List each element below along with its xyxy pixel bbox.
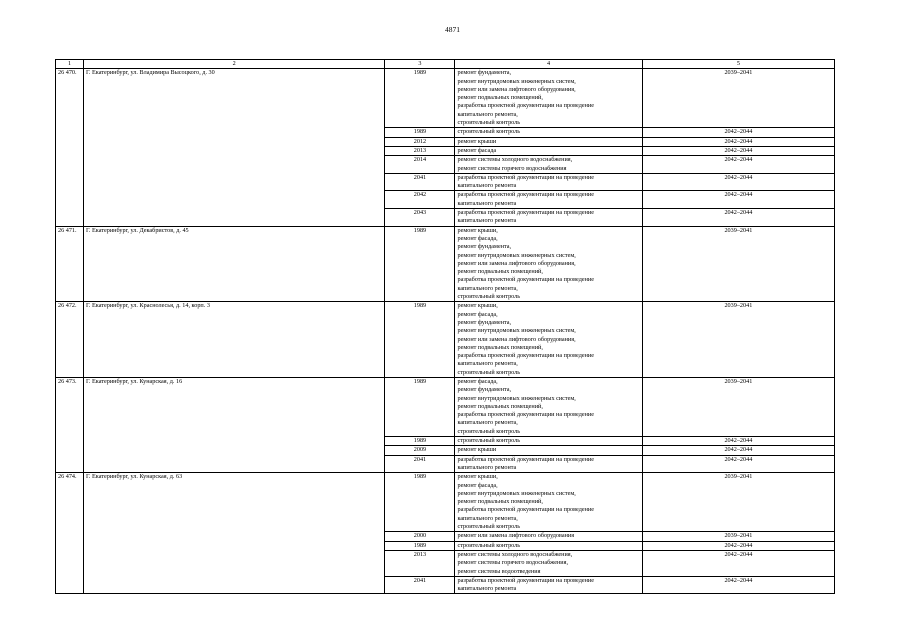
planned-period: 2042–2044: [642, 156, 834, 174]
work-item: капитального ремонта: [457, 182, 517, 190]
work-item: ремонт подвальных помещений,: [457, 402, 543, 410]
header-col-4: 4: [455, 60, 642, 69]
work-item: ремонт системы горячего водоснабжения: [457, 164, 567, 172]
work-types: [455, 226, 642, 302]
work-item: ремонт подвальных помещений,: [457, 94, 543, 102]
work-item: ремонт фасада,: [457, 310, 498, 318]
work-item: капитального ремонта,: [457, 360, 518, 368]
work-types: [455, 550, 642, 576]
building-number: 26 472.: [56, 302, 84, 378]
work-item: ремонт системы водоотведения: [457, 567, 541, 575]
header-col-2: 2: [84, 60, 385, 69]
building-address: Г. Екатеринбург, ул. Владимира Высоцкого, д. 30: [84, 69, 385, 226]
planned-period: 2042–2044: [642, 173, 834, 191]
work-types: [455, 576, 642, 594]
work-item: разработка проектной документации на проведение: [457, 209, 594, 217]
work-item: ремонт крыши,: [457, 473, 498, 481]
header-col-3: 3: [385, 60, 455, 69]
build-year: 2042: [385, 191, 455, 209]
work-item: ремонт подвальных помещений,: [457, 268, 543, 276]
table-row: [56, 302, 835, 378]
build-year: 2012: [385, 137, 455, 146]
planned-period: 2042–2044: [642, 446, 834, 455]
work-item: разработка проектной документации на проведение: [457, 352, 594, 360]
work-item: ремонт крыши,: [457, 302, 498, 310]
work-item: ремонт внутридомовых инженерных систем,: [457, 327, 576, 335]
work-types: [455, 137, 642, 146]
work-item: ремонт подвальных помещений,: [457, 343, 543, 351]
work-item: разработка проектной документации на проведение: [457, 276, 594, 284]
planned-period: 2039–2041: [642, 302, 834, 378]
building-number: 26 474.: [56, 473, 84, 594]
work-types: [455, 209, 642, 227]
planned-period: 2042–2044: [642, 455, 834, 473]
build-year: 2013: [385, 550, 455, 576]
planned-period: 2039–2041: [642, 473, 834, 532]
work-types: [455, 532, 642, 541]
work-types: [455, 541, 642, 550]
planned-period: 2042–2044: [642, 209, 834, 227]
build-year: 2041: [385, 455, 455, 473]
work-item: разработка проектной документации на проведение: [457, 506, 594, 514]
work-item: ремонт системы холодного водоснабжения,: [457, 156, 573, 164]
build-year: 2041: [385, 576, 455, 594]
header-col-1: 1: [56, 60, 84, 69]
building-number: 26 471.: [56, 226, 84, 302]
planned-period: 2042–2044: [642, 437, 834, 446]
build-year: 1989: [385, 473, 455, 532]
table-row: [56, 473, 835, 532]
work-item: ремонт внутридомовых инженерных систем,: [457, 77, 576, 85]
build-year: 2043: [385, 209, 455, 227]
work-types: [455, 455, 642, 473]
planned-period: 2042–2044: [642, 137, 834, 146]
planned-period: 2042–2044: [642, 128, 834, 137]
build-year: 2013: [385, 146, 455, 155]
work-item: разработка проектной документации на проведение: [457, 102, 594, 110]
work-item: ремонт фасада: [457, 146, 497, 154]
work-item: ремонт фундамента,: [457, 69, 512, 77]
build-year: 2041: [385, 173, 455, 191]
planned-period: 2042–2044: [642, 146, 834, 155]
planned-period: 2042–2044: [642, 541, 834, 550]
planned-period: 2039–2041: [642, 226, 834, 302]
work-item: ремонт или замена лифтового оборудования,: [457, 85, 576, 93]
header-col-5: 5: [642, 60, 834, 69]
work-item: ремонт внутридомовых инженерных систем,: [457, 251, 576, 259]
work-item: ремонт системы горячего водоснабжения,: [457, 559, 569, 567]
work-item: разработка проектной документации на проведение: [457, 455, 594, 463]
work-item: строительный контроль: [457, 427, 521, 435]
work-item: ремонт внутридомовых инженерных систем,: [457, 489, 576, 497]
work-item: ремонт фасада,: [457, 234, 498, 242]
building-address: Г. Екатеринбург, ул. Декабристов, д. 45: [84, 226, 385, 302]
work-item: ремонт или замена лифтового оборудования,: [457, 259, 576, 267]
work-item: разработка проектной документации на проведение: [457, 191, 594, 199]
planned-period: 2039–2041: [642, 532, 834, 541]
work-types: [455, 128, 642, 137]
build-year: 1989: [385, 541, 455, 550]
work-types: [455, 173, 642, 191]
work-types: [455, 191, 642, 209]
work-types: [455, 437, 642, 446]
work-item: разработка проектной документации на проведение: [457, 411, 594, 419]
build-year: 1989: [385, 128, 455, 137]
work-item: ремонт или замена лифтового оборудования,: [457, 335, 576, 343]
work-item: капитального ремонта: [457, 463, 517, 471]
work-item: ремонт крыши,: [457, 226, 498, 234]
building-address: Г. Екатеринбург, ул. Кунарская, д. 63: [84, 473, 385, 594]
table-body: [56, 69, 835, 594]
work-item: ремонт фундамента,: [457, 318, 512, 326]
table-header: [56, 60, 835, 69]
work-item: ремонт фасада,: [457, 481, 498, 489]
work-item: строительный контроль: [457, 523, 521, 531]
work-types: [455, 377, 642, 436]
planned-period: 2042–2044: [642, 191, 834, 209]
work-item: ремонт крыши: [457, 137, 497, 145]
work-item: разработка проектной документации на проведение: [457, 576, 594, 584]
header-row: [56, 60, 835, 69]
work-item: капитального ремонта,: [457, 284, 518, 292]
work-item: ремонт системы холодного водоснабжения,: [457, 550, 573, 558]
work-item: ремонт фундамента,: [457, 386, 512, 394]
build-year: 1989: [385, 377, 455, 436]
build-year: 1989: [385, 226, 455, 302]
work-item: ремонт крыши: [457, 446, 497, 454]
table-row: [56, 226, 835, 302]
work-item: строительный контроль: [457, 437, 521, 445]
work-item: строительный контроль: [457, 293, 521, 301]
work-item: строительный контроль: [457, 119, 521, 127]
building-number: 26 470.: [56, 69, 84, 226]
work-item: капитального ремонта: [457, 585, 517, 593]
build-year: 1989: [385, 69, 455, 128]
build-year: 2014: [385, 156, 455, 174]
planned-period: 2039–2041: [642, 377, 834, 436]
registry-table: [55, 59, 835, 594]
work-item: капитального ремонта,: [457, 110, 518, 118]
building-number: 26 473.: [56, 377, 84, 472]
work-item: ремонт внутридомовых инженерных систем,: [457, 394, 576, 402]
build-year: 2009: [385, 446, 455, 455]
build-year: 1989: [385, 302, 455, 378]
building-address: Г. Екатеринбург, ул. Краснолесья, д. 14, корп. 3: [84, 302, 385, 378]
work-item: капитального ремонта: [457, 217, 517, 225]
work-item: капитального ремонта,: [457, 514, 518, 522]
work-item: разработка проектной документации на проведение: [457, 173, 594, 181]
work-types: [455, 473, 642, 532]
work-types: [455, 146, 642, 155]
work-item: капитального ремонта,: [457, 419, 518, 427]
planned-period: 2039–2041: [642, 69, 834, 128]
page-number: 4871: [445, 25, 460, 34]
work-item: строительный контроль: [457, 128, 521, 136]
work-item: ремонт подвальных помещений,: [457, 498, 543, 506]
work-types: [455, 446, 642, 455]
work-types: [455, 302, 642, 378]
build-year: 1989: [385, 437, 455, 446]
work-types: [455, 156, 642, 174]
planned-period: 2042–2044: [642, 576, 834, 594]
table-row: [56, 69, 835, 128]
planned-period: 2042–2044: [642, 550, 834, 576]
work-item: ремонт или замена лифтового оборудования: [457, 532, 575, 540]
work-item: ремонт фасада,: [457, 377, 498, 385]
work-item: капитального ремонта: [457, 199, 517, 207]
work-item: ремонт фундамента,: [457, 243, 512, 251]
work-item: строительный контроль: [457, 541, 521, 549]
build-year: 2000: [385, 532, 455, 541]
table-row: [56, 377, 835, 436]
building-address: Г. Екатеринбург, ул. Кунарская, д. 16: [84, 377, 385, 472]
work-types: [455, 69, 642, 128]
work-item: строительный контроль: [457, 368, 521, 376]
